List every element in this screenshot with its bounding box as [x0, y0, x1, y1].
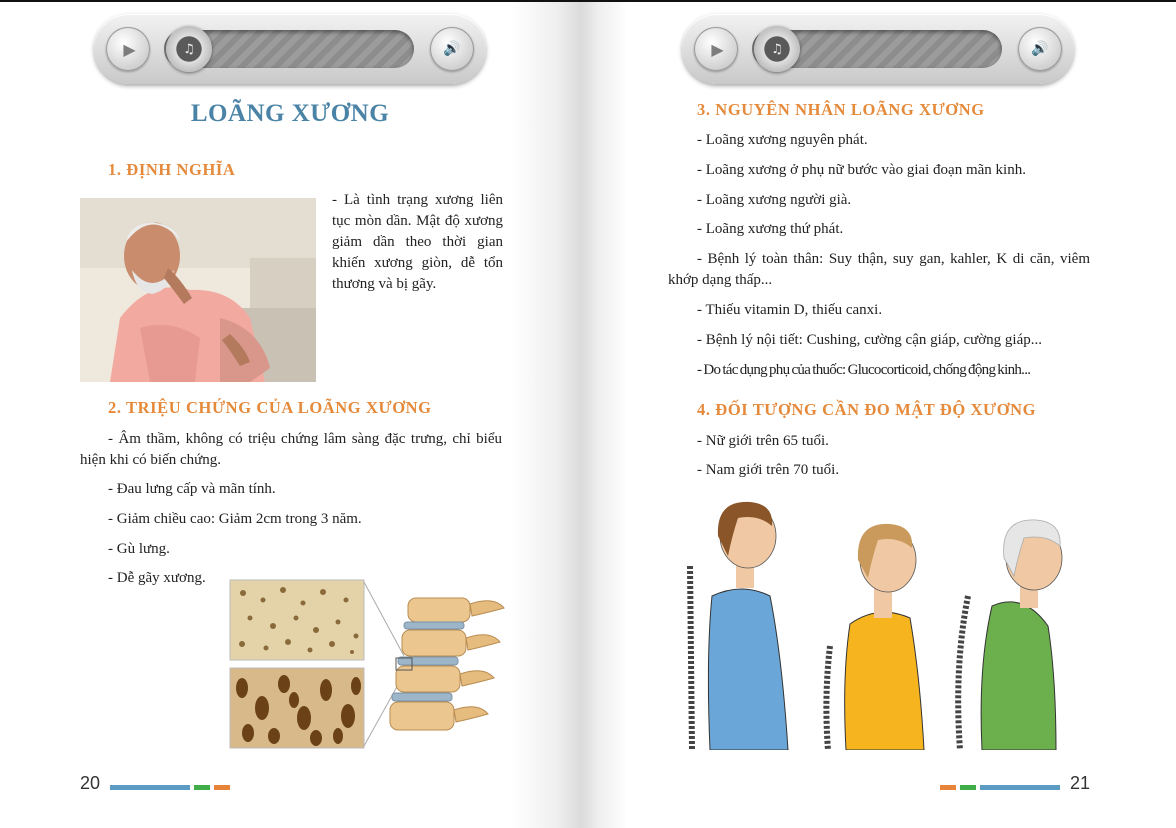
footer-bar-green [960, 785, 976, 790]
footer-bar-orange [940, 785, 956, 790]
progress-knob[interactable] [166, 26, 212, 72]
cause-item: - Bệnh lý toàn thân: Suy thận, suy gan, kahler, K di căn, viêm khớp dạng thấp... [668, 251, 1090, 288]
page-number-right: 21 [1070, 773, 1091, 793]
left-page [0, 2, 580, 828]
speaker-icon: 🔊 [1031, 41, 1049, 57]
cause-item: - Thiếu vitamin D, thiếu canxi. [697, 302, 883, 318]
music-note-icon: ♫ [771, 41, 783, 57]
symptom-item: - Gù lưng. [108, 541, 170, 557]
target-item: - Nam giới trên 70 tuổi. [697, 462, 840, 478]
section-heading-definition: 1. ĐỊNH NGHĨA [108, 160, 236, 179]
right-page [580, 2, 1176, 828]
cause-item: - Do tác dụng phụ của thuốc: Glucocorticoid, chống động kinh... [697, 362, 1031, 378]
section-heading-target-groups: 4. ĐỐI TƯỢNG CẦN ĐO MẬT ĐỘ XƯƠNG [697, 400, 1037, 419]
section-heading-symptoms: 2. TRIỆU CHỨNG CỦA LOÃNG XƯƠNG [108, 398, 432, 417]
symptom-item: - Dễ gãy xương. [108, 570, 206, 586]
cause-item: - Loãng xương ở phụ nữ bước vào giai đoạn mãn kinh. [697, 162, 1026, 178]
cause-item: - Loãng xương thứ phát. [697, 221, 844, 237]
footer-bar-blue [980, 785, 1060, 790]
bone-density-illustration [228, 578, 510, 750]
play-icon: ▶ [123, 39, 136, 59]
play-button[interactable] [694, 27, 738, 71]
footer-bar-green [194, 785, 210, 790]
section-heading-causes: 3. NGUYÊN NHÂN LOÃNG XƯƠNG [697, 100, 985, 119]
target-item: - Nữ giới trên 65 tuổi. [697, 433, 829, 449]
volume-button[interactable] [430, 27, 474, 71]
volume-button[interactable] [1018, 27, 1062, 71]
music-note-icon: ♫ [183, 41, 195, 57]
footer-bar-orange [214, 785, 230, 790]
footer-bar-blue [110, 785, 190, 790]
page-number-left: 20 [80, 773, 101, 793]
page-title: LOÃNG XƯƠNG [190, 100, 390, 127]
symptom-item: - Âm thầm, không có triệu chứng lâm sàng đặc trưng, chỉ biểu hiện khi có biến chứng. [80, 431, 502, 468]
play-icon: ▶ [711, 39, 724, 59]
cause-item: - Bệnh lý nội tiết: Cushing, cường cận giáp, cường giáp... [697, 332, 1042, 348]
symptom-item: - Đau lưng cấp và mãn tính. [108, 481, 276, 497]
symptom-item: - Giảm chiều cao: Giảm 2cm trong 3 năm. [108, 511, 362, 527]
audio-player-left [94, 14, 486, 84]
audio-player-right [682, 14, 1074, 84]
cause-item: - Loãng xương người già. [697, 192, 852, 208]
elderly-man-back-pain-photo [80, 198, 316, 382]
definition-text: - Là tình trạng xương liên tục mòn dần. Mật độ xương giảm dần theo thời gian khiến xương giòn, dễ tổn thương và bị gãy. [332, 192, 503, 292]
speaker-icon: 🔊 [443, 41, 461, 57]
posture-aging-illustration [678, 496, 1098, 750]
play-button[interactable] [106, 27, 150, 71]
progress-knob[interactable] [754, 26, 800, 72]
cause-item: - Loãng xương nguyên phát. [697, 132, 868, 148]
